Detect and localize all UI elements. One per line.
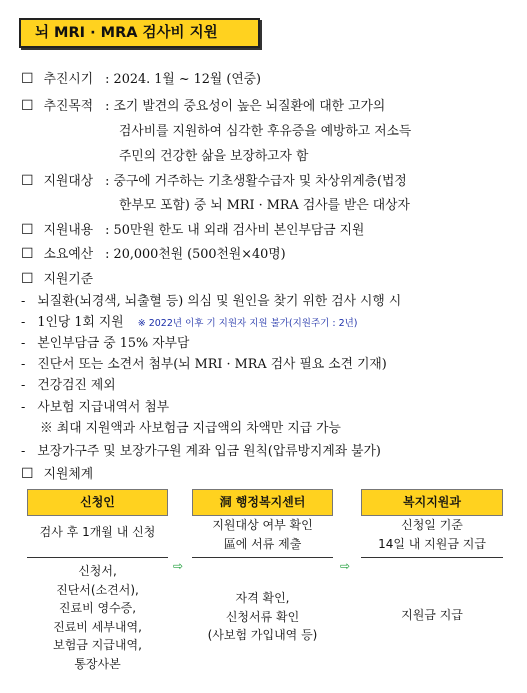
criteria-text: 보장가구주 및 보장가구원 계좌 입금 원칙(압류방지계좌 불가): [37, 444, 381, 459]
period-value: : 2024. 1월 ~ 12월 (연중): [105, 72, 262, 87]
criteria-item: [21, 290, 401, 309]
flow-center-top: [182, 516, 343, 553]
flow-text-line: 진단서(소견서),: [56, 582, 139, 597]
checkbox-icon: ☐: [21, 271, 34, 287]
arrow-right-icon: ⇨: [173, 559, 184, 573]
dash-icon: -: [21, 294, 26, 309]
flow-text-line: 14일 내 지원금 지급: [378, 536, 486, 551]
dash-icon: -: [21, 444, 26, 459]
purpose-line: 검사비를 지원하여 심각한 후유증을 예방하고 저소득: [119, 124, 412, 139]
purpose-line: : 조기 발견의 중요성이 높은 뇌질환에 대한 고가의: [105, 99, 386, 114]
criteria-subnote: ※ 최대 지원액과 사보험금 지급액의 차액만 지급 가능: [40, 421, 341, 436]
flow-text-line: 통장사본: [74, 656, 121, 671]
purpose-label: 추진목적: [43, 99, 94, 114]
budget-label: 소요예산: [43, 247, 94, 262]
flow-text-line: 진료비 영수증,: [58, 601, 137, 615]
dash-icon: -: [21, 336, 26, 351]
criteria-item: [21, 374, 116, 393]
criteria-item: [21, 332, 189, 351]
flow-text-line: 區에 서류 제출: [223, 536, 302, 551]
criteria-text: 1인당 1회 지원: [37, 315, 124, 330]
target-line: : 중구에 거주하는 기초생활수급자 및 차상위계층(법정: [105, 174, 407, 189]
flow-text-line: 신청서류 확인: [225, 609, 300, 624]
criteria-header: [21, 268, 93, 287]
checkbox-icon: ☐: [21, 98, 34, 114]
checkbox-icon: ☐: [21, 222, 34, 238]
criteria-item: [21, 353, 387, 372]
arrow-right-icon: ⇨: [340, 559, 351, 573]
criteria-text: 건강검진 제외: [37, 378, 116, 393]
criteria-item: [21, 396, 169, 415]
flow-head-division: 복지지원과: [361, 489, 503, 516]
budget-value: : 20,000천원 (500천원×40명): [105, 247, 286, 262]
system-header: [21, 463, 93, 482]
flow-text-line: 보험금 지급내역,: [53, 638, 142, 652]
flow-applicant-docs: [27, 562, 168, 673]
purpose-line: 주민의 건강한 삶을 보장하고자 함: [119, 149, 309, 164]
dash-icon: -: [21, 378, 26, 393]
period-row: [21, 68, 261, 87]
content-label: 지원내용: [43, 223, 94, 238]
criteria-label: 지원기준: [43, 272, 94, 287]
dash-icon: -: [21, 315, 26, 330]
dash-icon: -: [21, 400, 26, 415]
budget-row: [21, 243, 286, 262]
criteria-text: 사보험 지급내역서 첨부: [37, 400, 170, 415]
criteria-note: ※ 2022년 이후 기 지원자 지원 불가(지원주기 : 2년): [137, 318, 358, 329]
flow-division-pay: 지원금 지급: [401, 608, 463, 622]
target-row: [21, 170, 407, 189]
flow-center-check: [182, 589, 343, 645]
flow-text-line: 지원대상 여부 확인: [212, 518, 313, 532]
flow-division-top: [351, 516, 513, 553]
divider: [27, 557, 168, 558]
purpose-row: [21, 95, 385, 114]
checkbox-icon: ☐: [21, 246, 34, 262]
divider: [192, 557, 333, 558]
checkbox-icon: ☐: [21, 466, 34, 482]
content-value: : 50만원 한도 내 외래 검사비 본인부담금 지원: [105, 223, 365, 238]
flow-head-center: 洞 행정복지센터: [192, 489, 333, 516]
checkbox-icon: ☐: [21, 173, 34, 189]
target-line: 한부모 포함) 중 뇌 MRI · MRA 검사를 받은 대상자: [119, 198, 410, 213]
criteria-text: 본인부담금 중 15% 자부담: [37, 336, 190, 351]
target-label: 지원대상: [43, 174, 94, 189]
dash-icon: -: [21, 357, 26, 372]
flow-text-line: 진료비 세부내역,: [53, 619, 142, 634]
flow-applicant-top: 검사 후 1개월 내 신청: [39, 525, 156, 539]
flow-text-line: 신청서,: [78, 564, 117, 578]
page-title: 뇌 MRI · MRA 검사비 지원: [19, 18, 260, 48]
content-row: [21, 219, 364, 238]
criteria-text: 뇌질환(뇌경색, 뇌출혈 등) 의심 및 원인을 찾기 위한 검사 시행 시: [37, 294, 402, 309]
criteria-item: [21, 440, 381, 459]
system-label: 지원체계: [43, 467, 94, 482]
flow-text-line: 신청일 기준: [401, 518, 463, 532]
flow-text-line: (사보험 가입내역 등): [207, 628, 318, 642]
period-label: 추진시기: [43, 72, 94, 87]
divider: [361, 557, 503, 558]
checkbox-icon: ☐: [21, 71, 34, 87]
criteria-item: [21, 311, 358, 330]
criteria-text: 진단서 또는 소견서 첨부(뇌 MRI · MRA 검사 필요 소견 기재): [37, 357, 387, 372]
flow-head-applicant: 신청인: [27, 489, 168, 516]
flow-text-line: 자격 확인,: [235, 591, 290, 605]
